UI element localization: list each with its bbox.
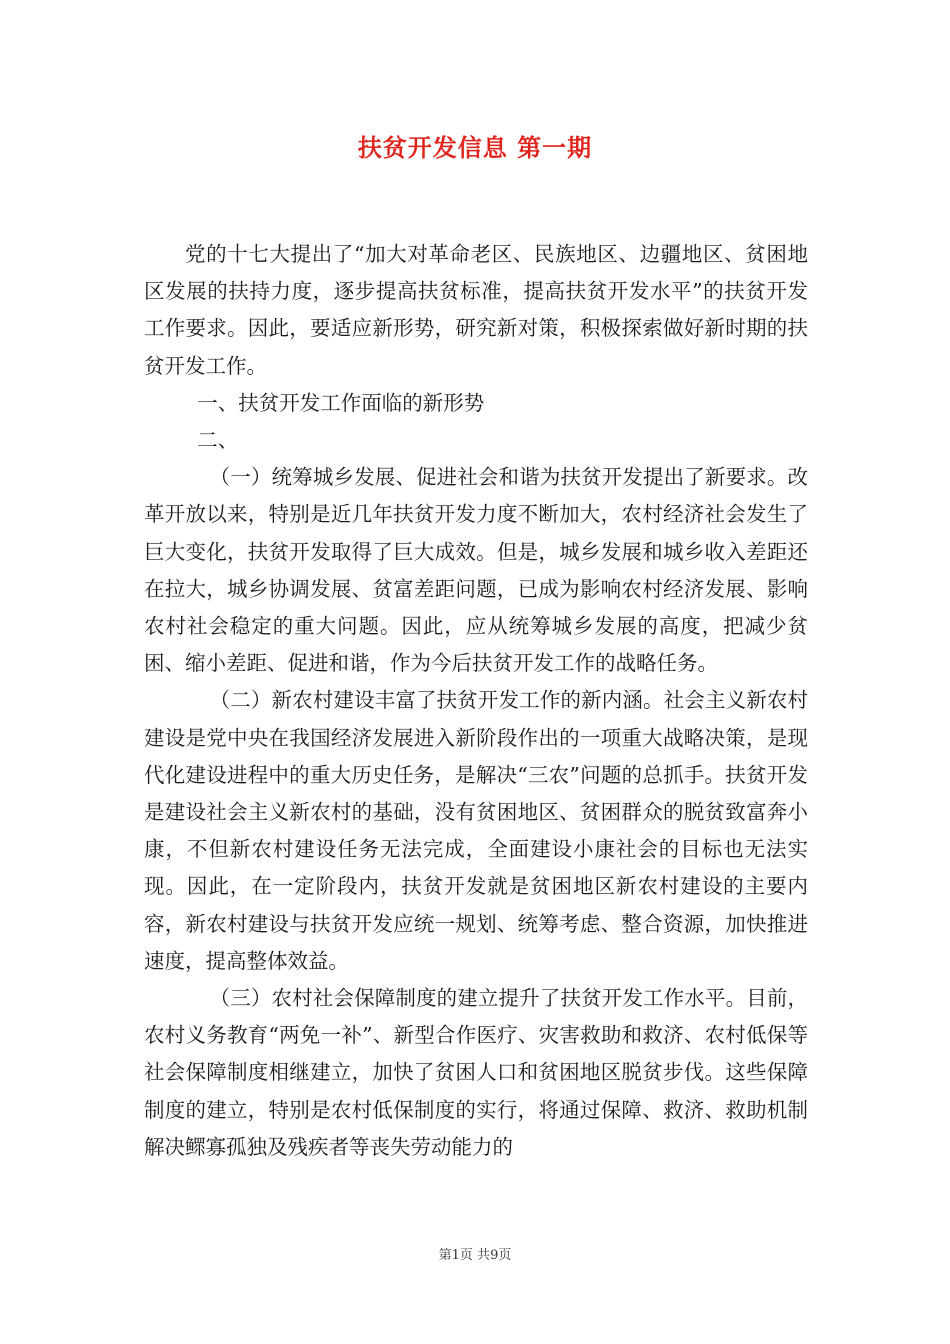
paragraph-item-2: （二）新农村建设丰富了扶贫开发工作的新内涵。社会主义新农村建设是党中央在我国经济发展进入新阶段作出的一项重大战略决策，是现代化建设进程中的重大历史任务，是解决“三农”问题的总抓手。扶贫开发是建设社会主义新农村的基础，没有贫困地区、贫困群众的脱贫致富奔小康，不但新农村建设任务无法完成，全面建设小康社会的目标也无法实现。因此，在一定阶段内，扶贫开发就是贫困地区新农村建设的主要内容，新农村建设与扶贫开发应统一规划、统筹考虑、整合资源，加快推进速度，提高整体效益。 [144,688,808,973]
paragraph-intro: 党的十七大提出了“加大对革命老区、民族地区、边疆地区、贫困地区发展的扶持力度，逐步提高扶贫标准，提高扶贫开发水平”的扶贫开发工作要求。因此，要适应新形势，研究新对策，积极探索做好新时期的扶贫开发工作。 [144,242,808,378]
document-body [144,236,808,1166]
footer-suffix: 页 [498,1248,512,1263]
paragraph-item-1: （一）统筹城乡发展、促进社会和谐为扶贫开发提出了新要求。改革开放以来，特别是近几年扶贫开发力度不断加大，农村经济社会发生了巨大变化，扶贫开发取得了巨大成效。但是，城乡发展和城乡收入差距还在拉大，城乡协调发展、贫富差距问题，已成为影响农村经济发展、影响农村社会稳定的重大问题。因此，应从统筹城乡发展的高度，把减少贫困、缩小差距、促进和谐，作为今后扶贫开发工作的战略任务。 [144,465,808,676]
section-heading-2: 二、 [197,428,239,453]
footer-middle: 页 共 [459,1248,491,1263]
footer-current-page: 1 [451,1248,460,1263]
footer-prefix: 第 [438,1248,452,1263]
paragraph-item-3: （三）农村社会保障制度的建立提升了扶贫开发工作水平。目前，农村义务教育“两免一补”、新型合作医疗、灾害救助和救济、农村低保等社会保障制度相继建立，加快了贫困人口和贫困地区脱贫步伐。这些保障制度的建立，特别是农村低保制度的实行，将通过保障、救济、救助机制解决鳏寡孤独及残疾者等丧失劳动能力的 [144,986,808,1159]
section-heading-1: 一、扶贫开发工作面临的新形势 [197,390,485,415]
page-number-footer [0,1244,950,1263]
document-title: 扶贫开发信息 第一期 [357,133,593,162]
footer-total-pages: 9 [490,1248,499,1263]
